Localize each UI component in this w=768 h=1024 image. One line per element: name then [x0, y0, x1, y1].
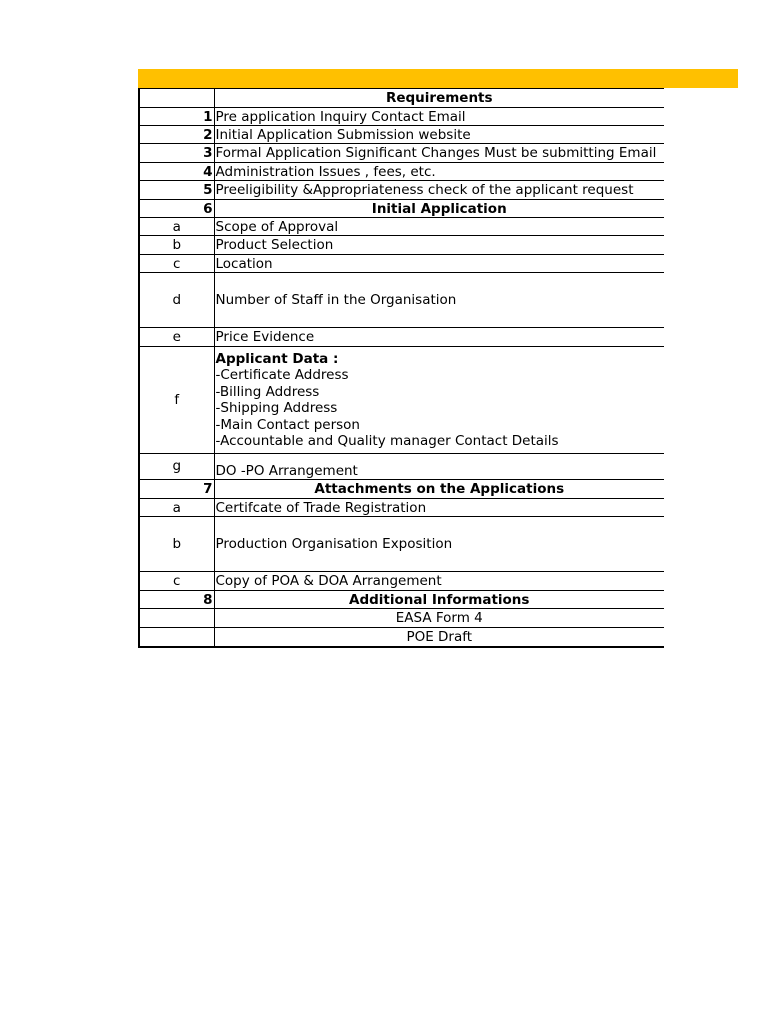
row-text[interactable]: Formal Application Significant Changes Must be submitting Email: [214, 144, 664, 163]
table-row: [139, 609, 664, 628]
section-title[interactable]: Initial Application: [214, 200, 664, 218]
table-row: [139, 163, 664, 181]
section-number[interactable]: 8: [139, 591, 214, 609]
row-text[interactable]: Number of Staff in the Organisation: [214, 273, 664, 328]
row-text[interactable]: Certifcate of Trade Registration: [214, 499, 664, 517]
row-text[interactable]: Price Evidence: [214, 328, 664, 347]
row-text[interactable]: Product Selection: [214, 236, 664, 255]
row-letter[interactable]: f: [139, 347, 214, 454]
section-number[interactable]: 6: [139, 200, 214, 218]
section-title[interactable]: Additional Informations: [214, 591, 664, 609]
applicant-data-line: -Shipping Address: [215, 400, 338, 416]
applicant-data-line: -Main Contact person: [215, 416, 360, 433]
cell-empty[interactable]: [139, 628, 214, 647]
applicant-data-line: -Billing Address: [215, 383, 320, 400]
row-letter[interactable]: c: [139, 572, 214, 591]
section-row: [139, 480, 664, 499]
row-letter[interactable]: g: [139, 454, 214, 480]
table-row: [139, 236, 664, 255]
row-text[interactable]: Administration Issues , fees, etc.: [214, 163, 664, 181]
table-row: [139, 126, 664, 144]
row-text[interactable]: Initial Application Submission website: [214, 126, 664, 144]
cell-empty[interactable]: [139, 609, 214, 628]
row-number[interactable]: 1: [139, 108, 214, 126]
cell-empty[interactable]: [139, 89, 214, 108]
row-text[interactable]: Copy of POA & DOA Arrangement: [214, 572, 664, 591]
table-row: [139, 454, 664, 480]
table-row: [139, 218, 664, 236]
section-row: [139, 200, 664, 218]
row-number[interactable]: 4: [139, 163, 214, 181]
row-number[interactable]: 2: [139, 126, 214, 144]
additional-item[interactable]: POE Draft: [214, 628, 664, 647]
row-letter[interactable]: e: [139, 328, 214, 347]
table-row: [139, 181, 664, 200]
section-row: [139, 591, 664, 609]
applicant-data-line: -Certificate Address: [215, 367, 349, 383]
table-row: [139, 499, 664, 517]
row-text[interactable]: Pre application Inquiry Contact Email: [214, 108, 664, 126]
row-text[interactable]: Preeligibility &Appropriateness check of the applicant request: [214, 181, 664, 200]
applicant-data-title: Applicant Data :: [215, 350, 339, 367]
row-letter[interactable]: a: [139, 499, 214, 517]
header-banner: [138, 69, 738, 88]
table-row: [139, 328, 664, 347]
row-letter[interactable]: b: [139, 517, 214, 572]
row-number[interactable]: 3: [139, 144, 214, 163]
table-row: [139, 517, 664, 572]
table-row: [139, 255, 664, 273]
table-row: [139, 347, 664, 454]
applicant-data-line: -Accountable and Quality manager Contact Details: [215, 433, 559, 449]
row-text[interactable]: Production Organisation Exposition: [214, 517, 664, 572]
row-number[interactable]: 5: [139, 181, 214, 200]
row-letter[interactable]: c: [139, 255, 214, 273]
section-number[interactable]: 7: [139, 480, 214, 499]
table-row: [139, 572, 664, 591]
table-row: [139, 108, 664, 126]
additional-item[interactable]: EASA Form 4: [214, 609, 664, 628]
table-row: [139, 144, 664, 163]
requirements-table: [138, 88, 664, 648]
row-text[interactable]: DO -PO Arrangement: [214, 454, 664, 480]
row-letter[interactable]: d: [139, 273, 214, 328]
row-letter[interactable]: a: [139, 218, 214, 236]
row-text[interactable]: Scope of Approval: [214, 218, 664, 236]
table-row: [139, 273, 664, 328]
row-text[interactable]: Location: [214, 255, 664, 273]
applicant-data-cell[interactable]: [214, 347, 664, 454]
row-letter[interactable]: b: [139, 236, 214, 255]
table-row: [139, 628, 664, 647]
section-title[interactable]: Attachments on the Applications: [214, 480, 664, 499]
header-requirements[interactable]: Requirements: [214, 89, 664, 108]
table-header-row: [139, 89, 664, 108]
